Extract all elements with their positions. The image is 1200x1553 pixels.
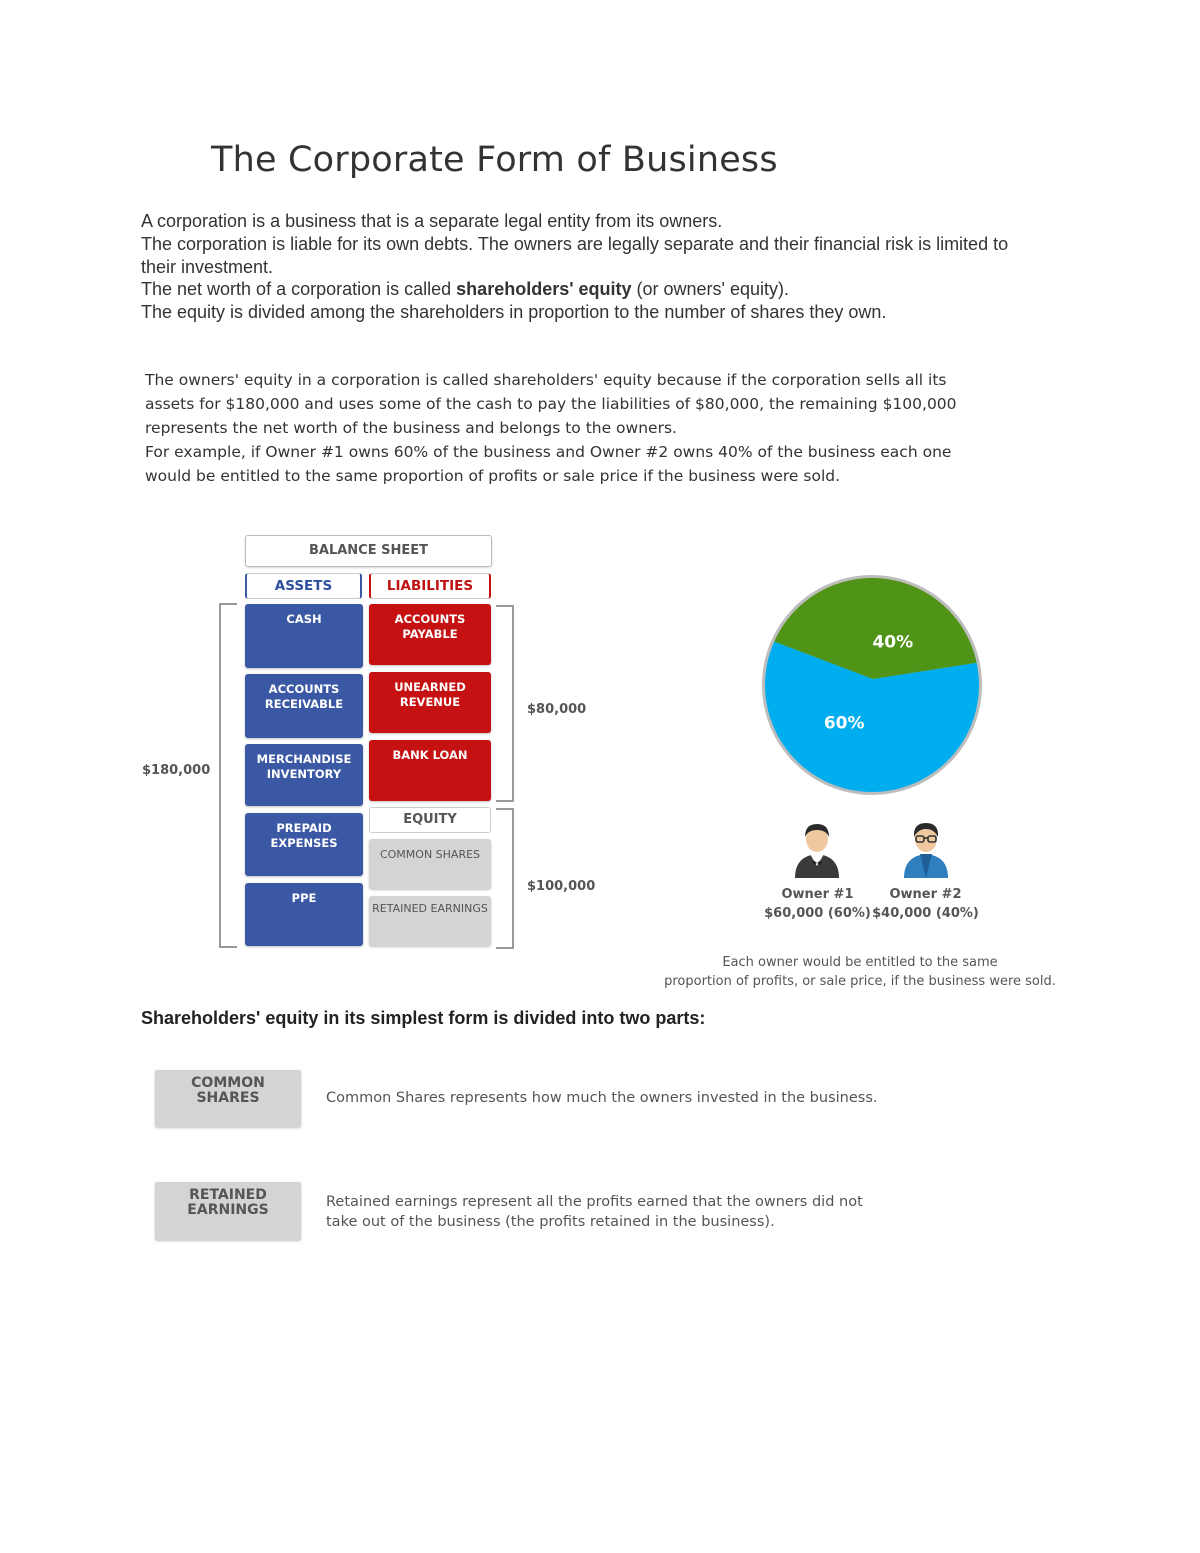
assets-header: ASSETS [245, 573, 362, 599]
liability-bank-loan: BANK LOAN [369, 740, 491, 801]
equity-total: $100,000 [527, 879, 596, 894]
liabilities-total: $80,000 [527, 702, 587, 717]
intro-line [141, 278, 1041, 301]
retained-earnings-box [155, 1182, 301, 1240]
pie-slice-label-1: 60% [823, 713, 865, 734]
asset-ppe: PPE [245, 883, 363, 946]
pie-caption-line: Each owner would be entitled to the same [722, 955, 998, 970]
term-line: EARNINGS [187, 1202, 269, 1218]
asset-accounts-receivable: ACCOUNTS RECEIVABLE [245, 674, 363, 738]
intro-line: The equity is divided among the shareholders in proportion to the number of shares they own. [141, 302, 887, 323]
liabilities-header: LIABILITIES [369, 573, 491, 599]
liability-unearned-revenue: UNEARNED REVENUE [369, 672, 491, 733]
pie-svg [760, 573, 984, 797]
intro-text-fragment: (or owners' equity). [631, 279, 790, 300]
pie-slice-label-2: 40% [872, 632, 914, 653]
intro-line: The corporation is liable for its own debts. The owners are legally separate and their financial risk is limited to their investment. [141, 233, 1009, 277]
asset-prepaid-expenses: PREPAID EXPENSES [245, 813, 363, 876]
owner-2-label [868, 885, 983, 923]
pie-caption-line: proportion of profits, or sale price, if the business were sold. [664, 974, 1056, 989]
intro-text-fragment: The net worth of a corporation is called [141, 279, 457, 300]
term-line: COMMON [191, 1075, 265, 1091]
casual-person-icon [901, 820, 951, 878]
callout-paragraph: For example, if Owner #1 owns 60% of the business and Owner #2 owns 40% of the business each one would be entitled to the same proportion of profits or sale price if the business were sold. [145, 443, 952, 485]
balance-sheet-header: BALANCE SHEET [245, 535, 492, 567]
term-line: RETAINED [189, 1187, 267, 1203]
callout-paragraph: The owners' equity in a corporation is called shareholders' equity because if the corporation sells all its assets for $180,000 and uses some of the cash to pay the liabilities of $80,000, the remaining $100,000 represents the net worth of the business and belongs to the owners. [145, 371, 957, 437]
ownership-pie-chart [760, 573, 984, 802]
section-heading: Shareholders' equity in its simplest form is divided into two parts: [141, 1008, 706, 1028]
retained-earnings-definition: Retained earnings represent all the profits earned that the owners did not take out of the business (the profits retained in the business). [326, 1194, 863, 1230]
liability-accounts-payable: ACCOUNTS PAYABLE [369, 604, 491, 665]
asset-cash: CASH [245, 604, 363, 668]
assets-bracket [219, 603, 237, 948]
owner-1-amount: $60,000 (60%) [764, 906, 871, 921]
intro-bold-term: shareholders' equity [456, 279, 632, 300]
equity-header: EQUITY [369, 807, 491, 833]
asset-merchandise-inventory: MERCHANDISE INVENTORY [245, 744, 363, 806]
equity-common-shares: COMMON SHARES [369, 839, 491, 889]
equity-retained-earnings: RETAINED EARNINGS [369, 896, 491, 946]
liabilities-bracket [496, 605, 514, 802]
owner-1-label [760, 885, 875, 923]
common-shares-definition: Common Shares represents how much the owners invested in the business. [326, 1090, 878, 1106]
pie-caption [660, 953, 1060, 991]
intro-text [141, 210, 1041, 324]
businessman-icon [792, 820, 842, 878]
callout-text [145, 368, 965, 488]
assets-total: $180,000 [142, 763, 211, 778]
intro-line: A corporation is a business that is a separate legal entity from its owners. [141, 211, 723, 231]
owner-2-amount: $40,000 (40%) [872, 906, 979, 921]
owner-2-name: Owner #2 [889, 887, 962, 902]
common-shares-box [155, 1070, 301, 1127]
owner-1-name: Owner #1 [781, 887, 854, 902]
term-line: SHARES [196, 1090, 260, 1106]
equity-bracket [496, 808, 514, 949]
page-title: The Corporate Form of Business [211, 140, 778, 180]
